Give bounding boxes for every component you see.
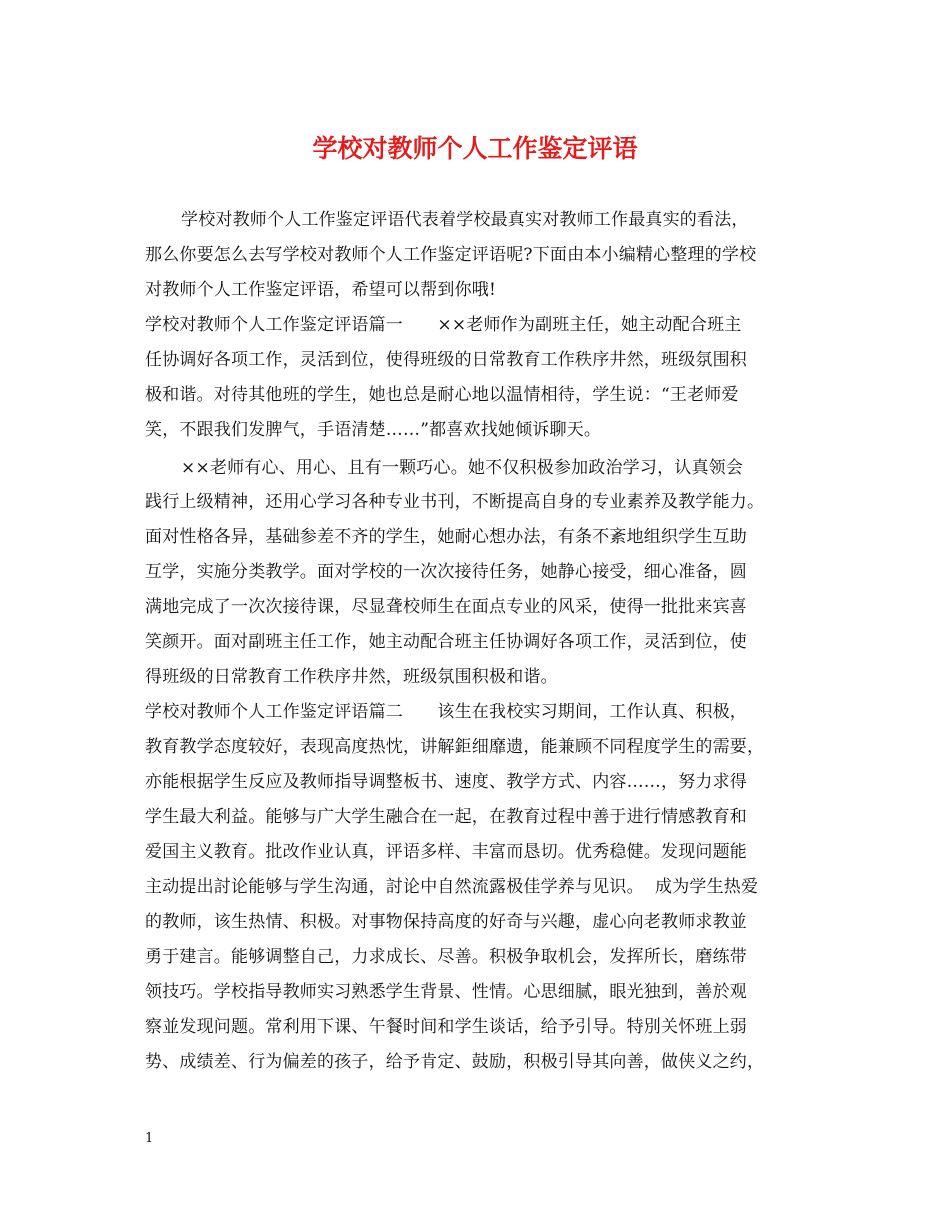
text-line: 面对性格各异，基础参差不齐的学生，她耐心想办法，有条不紊地组织学生互助 [145, 527, 747, 547]
text-line: 亦能根据学生反应及教师指导调整板书、速度、教学方式、内容……，努力求得 [145, 772, 747, 792]
page-title: 学校对教师个人工作鉴定评语 [312, 134, 638, 163]
text-line: 学校对教师个人工作鉴定评语篇二 该生在我校实习期间，工作认真、积极， [145, 702, 747, 722]
text-line: 学校对教师个人工作鉴定评语篇一 ××老师作为副班主任，她主动配合班主 [145, 315, 742, 335]
text-line: 势、成绩差、行为偏差的孩子，给予肯定、鼓励，积极引导其向善，做侠义之约， [145, 1052, 765, 1072]
text-line: 学校对教师个人工作鉴定评语代表着学校最真实对教师工作最真实的看法， [181, 210, 749, 230]
text-line: 对教师个人工作鉴定评语，希望可以帮到你哦! [145, 280, 497, 300]
text-line: 那么你要怎么去写学校对教师个人工作鉴定评语呢?下面由本小编精心整理的学校 [145, 245, 757, 265]
text-line: 满地完成了一次次接待课，尽显聋校师生在面点专业的风采，使得一批批来宾喜 [145, 597, 747, 617]
text-line: 勇于建言。能够调整自己，力求成长、尽善。积极争取机会，发挥所长，磨练带 [145, 947, 747, 967]
text-line: 互学，实施分类教学。面对学校的一次次接待任务，她静心接受，细心准备，圆 [145, 562, 747, 582]
text-line: 得班级的日常教育工作秩序井然，班级氛围积极和谐。 [145, 667, 558, 687]
text-line: 教育教学态度较好，表现高度热忱，讲解鉅细靡遗，能兼顾不同程度学生的需要， [145, 737, 765, 757]
text-line: 笑，不跟我们发脾气，手语清楚……”都喜欢找她倾诉聊天。 [145, 420, 602, 440]
page-number: 1 [145, 1131, 154, 1146]
text-line: ××老师有心、用心、且有一颗巧心。她不仅积极参加政治学习，认真领会 [181, 458, 744, 478]
text-line: 极和谐。对待其他班的学生，她也总是耐心地以温情相待，学生说：“王老师爱 [145, 385, 739, 405]
text-line: 察並发现问题。常利用下课、午餐时间和学生谈话，给予引导。特別关怀班上弱 [145, 1017, 747, 1037]
text-line: 领技巧。学校指导教师实习熟悉学生背景、性情。心思细腻，眼光独到，善於观 [145, 982, 747, 1002]
text-line: 任协调好各项工作，灵活到位，使得班级的日常教育工作秩序井然，班级氛围积 [145, 350, 747, 370]
text-line: 笑颜开。面对副班主任工作，她主动配合班主任协调好各项工作，灵活到位，使 [145, 632, 747, 652]
text-line: 践行上级精神，还用心学习各种专业书刊，不断提高自身的专业素养及教学能力。 [145, 492, 765, 512]
text-line: 的教师，该生热情、积极。对事物保持高度的好奇与兴趣，虚心向老教师求教並 [145, 912, 747, 932]
text-line: 学生最大利益。能够与广大学生融合在一起，在教育过程中善于进行情感教育和 [145, 807, 747, 827]
text-line: 主动提出討论能够与学生沟通，討论中自然流露极佳学养与见识。 成为学生热爱 [145, 877, 759, 897]
text-line: 爱国主义教育。批改作业认真，评语多样、丰富而恳切。优秀稳健。发现问题能 [145, 842, 747, 862]
